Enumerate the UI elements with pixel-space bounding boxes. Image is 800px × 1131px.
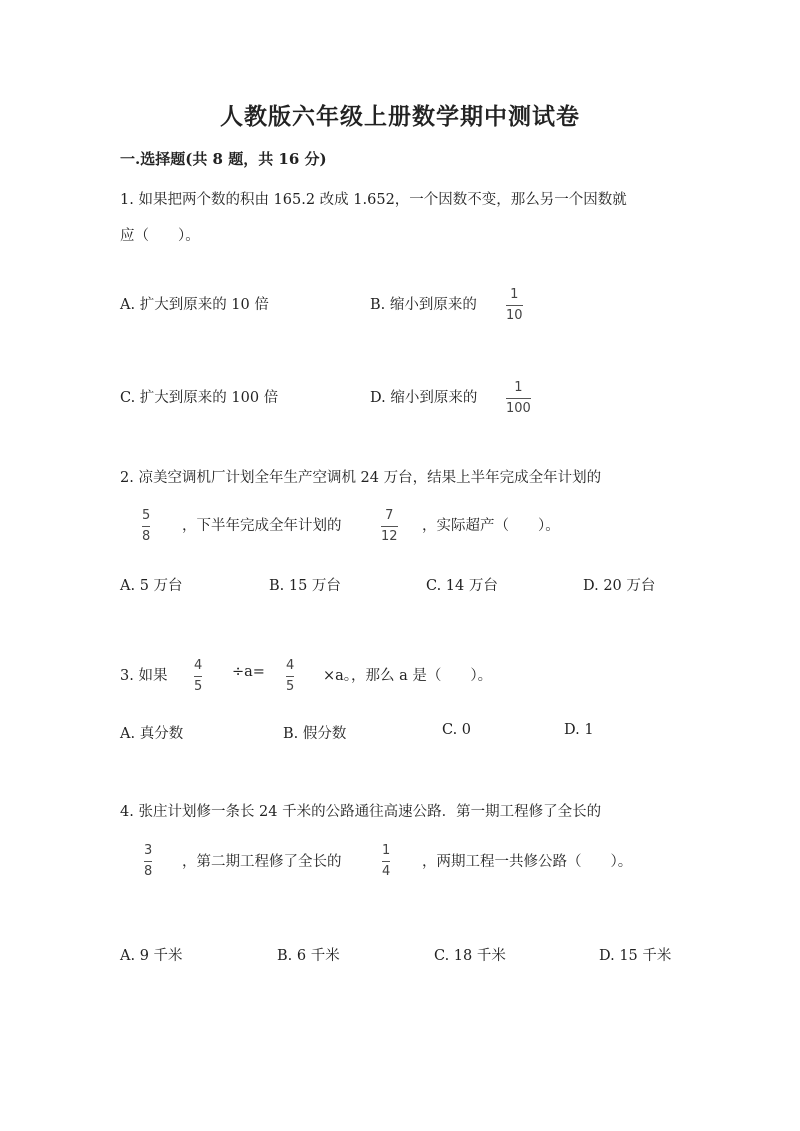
fraction-numerator: 4	[286, 658, 295, 673]
fraction-numerator: 5	[142, 508, 151, 523]
fraction-bar	[506, 398, 531, 399]
q1-line1: 1. 如果把两个数的积由 165.2 改成 1.652，一个因数不变，那么另一个因数就	[120, 192, 627, 208]
q1-option-a: A. 扩大到原来的 10 倍	[120, 297, 269, 313]
fraction-bar	[506, 305, 523, 306]
q3-option-d: D. 1	[564, 722, 594, 738]
q4-option-c: C. 18 千米	[434, 948, 506, 964]
q2-end-text: ，实际超产（ ）。	[422, 518, 560, 534]
fraction-bar	[142, 526, 150, 527]
fraction-numerator: 4	[194, 658, 203, 673]
q2-line1: 2. 凉美空调机厂计划全年生产空调机 24 万台，结果上半年完成全年计划的	[120, 470, 602, 486]
q4-fraction-2	[382, 844, 390, 879]
q4-end-text: ，两期工程一共修公路（ ）。	[422, 854, 633, 870]
q1-option-c: C. 扩大到原来的 100 倍	[120, 390, 279, 406]
q2-option-b: B. 15 万台	[269, 578, 341, 594]
fraction-denominator: 8	[142, 529, 151, 544]
fraction-bar	[286, 676, 294, 677]
fraction-numerator: 3	[144, 843, 153, 858]
q4-line1: 4. 张庄计划修一条长 24 千米的公路通往高速公路．第一期工程修了全长的	[120, 804, 602, 820]
q4-option-a: A. 9 千米	[120, 948, 183, 964]
fraction-numerator: 1	[514, 380, 523, 395]
fraction-numerator: 1	[382, 843, 391, 858]
fraction-denominator: 8	[144, 864, 153, 879]
q1-option-d-fraction	[506, 381, 531, 416]
page-title: 人教版六年级上册数学期中测试卷	[220, 103, 580, 130]
q3-start-text: 3. 如果	[120, 668, 168, 684]
fraction-bar	[144, 861, 152, 862]
fraction-bar	[382, 861, 390, 862]
fraction-bar	[194, 676, 202, 677]
q1-option-d: D. 缩小到原来的	[370, 390, 478, 406]
q3-option-a: A. 真分数	[120, 726, 184, 742]
q1-line2: 应（ ）。	[120, 228, 200, 244]
q4-fraction-1	[144, 844, 152, 879]
q2-option-d: D. 20 万台	[583, 578, 656, 594]
q3-fraction-1	[194, 659, 202, 694]
fraction-numerator: 1	[510, 287, 519, 302]
q2-option-a: A. 5 万台	[120, 578, 183, 594]
q3-option-b: B. 假分数	[283, 726, 347, 742]
q3-fraction-2	[286, 659, 294, 694]
fraction-denominator: 5	[194, 679, 203, 694]
q3-option-c: C. 0	[442, 722, 472, 738]
q4-option-b: B. 6 千米	[277, 948, 340, 964]
q3-end-text: ×a。，那么 a 是（ ）。	[323, 668, 493, 684]
section-heading: 一.选择题(共 8 题，共 16 分)	[120, 150, 327, 168]
q4-option-d: D. 15 千米	[599, 948, 672, 964]
fraction-denominator: 10	[506, 308, 523, 323]
q1-option-b-fraction	[506, 288, 523, 323]
fraction-denominator: 12	[381, 529, 398, 544]
fraction-denominator: 4	[382, 864, 391, 879]
q1-option-b: B. 缩小到原来的	[370, 297, 477, 313]
fraction-bar	[381, 526, 398, 527]
q2-middle-text: ，下半年完成全年计划的	[182, 518, 342, 534]
q2-fraction-2	[381, 509, 398, 544]
q4-middle-text: ，第二期工程修了全长的	[182, 854, 342, 870]
fraction-denominator: 5	[286, 679, 295, 694]
q2-option-c: C. 14 万台	[426, 578, 498, 594]
fraction-denominator: 100	[506, 401, 531, 416]
fraction-numerator: 7	[385, 508, 394, 523]
q3-middle-text: ÷a=	[232, 664, 265, 680]
q2-fraction-1	[142, 509, 150, 544]
